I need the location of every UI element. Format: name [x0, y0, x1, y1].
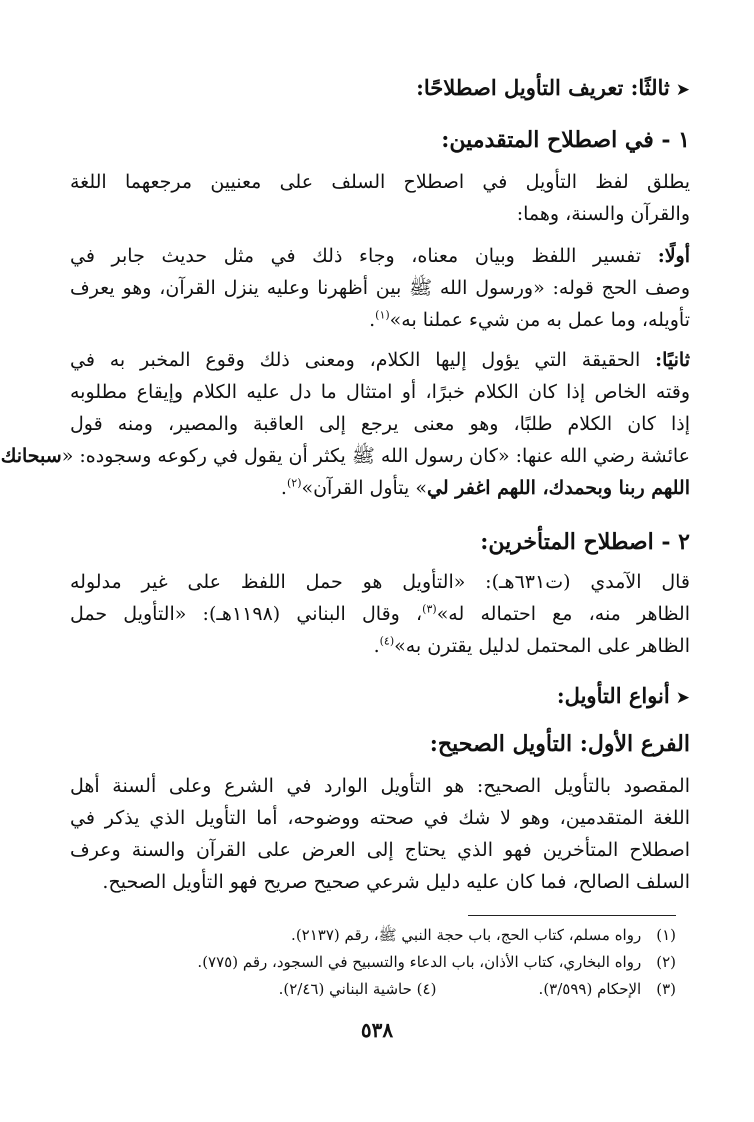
paragraph-sound-interpretation: المقصود بالتأويل الصحيح: هو التأويل الوارد في الشرع وعلى ألسنة أهل اللغة المتقدمين، وهو لا شك في صحته ووضوحه، أما التأويل الذي يذكر في اصطلاح المتأخرين فهو الذي يحتاج إلى العرض على القرآن والسنة وعرف السلف الصالح، فما كان عليه دليل شرعي صحيح صريح فهو التأويل الصحيح.: [70, 775, 690, 893]
footnote-3-4: (٣) الإحكام (٣/٥٩٩). (٤) حاشية البناني (٢/٤٦).: [278, 980, 676, 998]
footnote-2: (٢) رواه البخاري، كتاب الأذان، باب الدعاء والتسبيح في السجود، رقم (٧٧٥).: [197, 953, 676, 971]
heading-main: ➤ثالثًا: تعريف التأويل اصطلاحًا:: [416, 75, 690, 100]
page-number: ٥٣٨: [360, 1018, 394, 1042]
paragraph-second-meaning: ثانيًا: الحقيقة التي يؤول إليها الكلام، ومعنى ذلك وقوع المخبر به في وقته الخاص إذا كان الكلام خبرًا، أو امتثال ما دل عليه الكلام وإيقاع مطلوبه إذا كان الكلام طلبًا، وهو معنى يرجع إلى العاقبة والمصير، ومنه قول عائشة رضي الله عنها: «كان رسول الله ﷺ يكثر أن يقول في ركوعه وسجوده: «سبحانك اللهم ربنا وبحمدك، اللهم اغفر لي» يتأول القرآن»$^{(٢)}$.: [0, 349, 690, 499]
heading-types: ➤أنواع التأويل:: [556, 683, 690, 708]
section-2-title: ٢ - اصطلاح المتأخرين:: [480, 529, 690, 555]
arrow-bullet-icon: ➤: [675, 80, 690, 100]
footnote-ref[interactable]: (٢): [286, 476, 302, 490]
footnote-ref[interactable]: (١): [375, 308, 390, 322]
footnote-ref[interactable]: (٣): [422, 602, 437, 616]
branch-title: الفرع الأول: التأويل الصحيح:: [429, 731, 690, 757]
paragraph-later-definition: قال الآمدي (ت٦٣١هـ): «التأويل هو حمل اللفظ على غير مدلوله الظاهر منه، مع احتماله له»$^{(٣)}$، وقال البناني (١١٩٨هـ): «التأويل حمل الظاهر على المحتمل لدليل يقترن به»$^{(٤)}$.: [70, 571, 690, 657]
footnote-1: (١) رواه مسلم، كتاب الحج، باب حجة النبي ﷺ، رقم (٢١٣٧).: [291, 926, 676, 944]
footnote-ref[interactable]: (٤): [379, 634, 395, 648]
footnote-divider: [468, 915, 676, 916]
arrow-bullet-icon: ➤: [675, 688, 690, 708]
paragraph-first-meaning: أولًا: تفسير اللفظ وبيان معناه، وجاء ذلك في مثل حديث جابر في وصف الحج قوله: «ورسول الله ﷺ بين أظهرنا وعليه ينزل القرآن، وهو يعرف تأويله، وما عمل به من شيء عملنا به»$^{(١)}$.: [70, 245, 690, 331]
section-1-intro: يطلق لفظ التأويل في اصطلاح السلف على معنيين مرجعهما اللغة والقرآن والسنة، وهما:: [70, 171, 690, 225]
section-1-title: ١ - في اصطلاح المتقدمين:: [441, 127, 690, 153]
